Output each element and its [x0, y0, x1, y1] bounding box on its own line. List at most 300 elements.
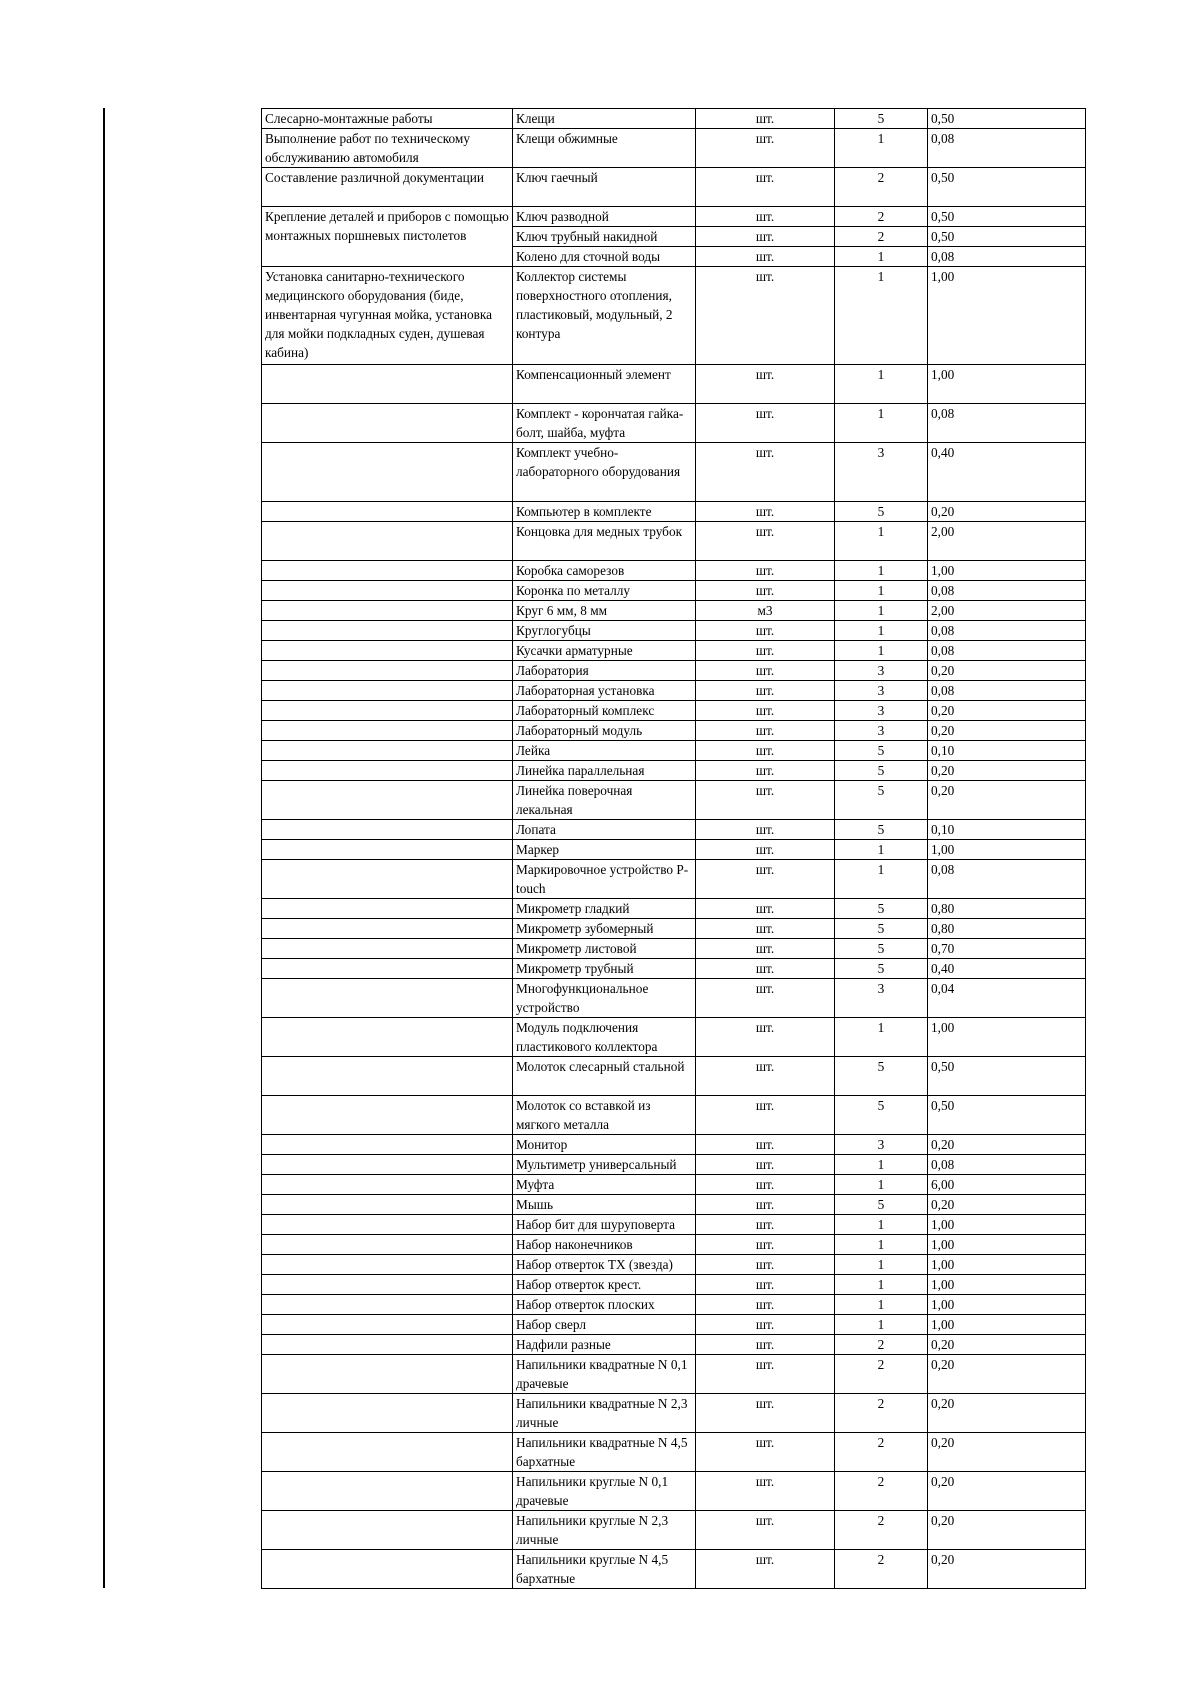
quantity-cell: 2 — [835, 1472, 928, 1511]
unit-cell: шт. — [696, 741, 835, 761]
table-row — [262, 502, 1086, 522]
quantity-cell: 5 — [835, 761, 928, 781]
unit-cell: шт. — [696, 899, 835, 919]
work-type-cell — [262, 781, 513, 820]
work-type-cell — [262, 761, 513, 781]
table-row — [262, 1275, 1086, 1295]
norm-cell: 1,00 — [928, 1235, 1086, 1255]
quantity-cell: 5 — [835, 1096, 928, 1135]
table-row — [262, 661, 1086, 681]
unit-cell: шт. — [696, 781, 835, 820]
norm-cell: 0,10 — [928, 741, 1086, 761]
quantity-cell: 1 — [835, 601, 928, 621]
work-type-cell — [262, 621, 513, 641]
item-name-cell: Колено для сточной воды — [513, 247, 696, 267]
table-row — [262, 129, 1086, 168]
quantity-cell: 1 — [835, 1255, 928, 1275]
quantity-cell: 1 — [835, 860, 928, 899]
norm-cell: 0,40 — [928, 443, 1086, 502]
unit-cell: шт. — [696, 109, 835, 129]
quantity-cell: 2 — [835, 1433, 928, 1472]
item-name-cell: Набор отверток плоских — [513, 1295, 696, 1315]
work-type-cell — [262, 1315, 513, 1335]
work-type-cell — [262, 1018, 513, 1057]
table-row — [262, 1255, 1086, 1275]
unit-cell: шт. — [696, 1135, 835, 1155]
work-type-cell — [262, 860, 513, 899]
norm-cell: 0,50 — [928, 1096, 1086, 1135]
work-type-cell — [262, 1472, 513, 1511]
quantity-cell: 5 — [835, 919, 928, 939]
table-row — [262, 1215, 1086, 1235]
quantity-cell: 2 — [835, 1511, 928, 1550]
work-type-cell — [262, 502, 513, 522]
norm-cell: 0,10 — [928, 820, 1086, 840]
quantity-cell: 5 — [835, 109, 928, 129]
unit-cell: шт. — [696, 1275, 835, 1295]
norm-cell: 0,20 — [928, 502, 1086, 522]
table-row — [262, 1433, 1086, 1472]
unit-cell: шт. — [696, 1175, 835, 1195]
table-row — [262, 1018, 1086, 1057]
unit-cell: шт. — [696, 979, 835, 1018]
table-row — [262, 1096, 1086, 1135]
norm-cell: 0,20 — [928, 1472, 1086, 1511]
item-name-cell: Набор сверл — [513, 1315, 696, 1335]
quantity-cell: 1 — [835, 1018, 928, 1057]
unit-cell: шт. — [696, 939, 835, 959]
equipment-table — [261, 108, 1086, 1589]
norm-cell: 0,08 — [928, 621, 1086, 641]
table-row — [262, 1511, 1086, 1550]
norm-cell: 0,80 — [928, 919, 1086, 939]
item-name-cell: Лейка — [513, 741, 696, 761]
quantity-cell: 5 — [835, 899, 928, 919]
unit-cell: шт. — [696, 1433, 835, 1472]
work-type-cell — [262, 939, 513, 959]
item-name-cell: Кусачки арматурные — [513, 641, 696, 661]
norm-cell: 0,20 — [928, 1394, 1086, 1433]
norm-cell: 0,20 — [928, 721, 1086, 741]
item-name-cell: Комплект - корончатая гайка-болт, шайба, муфта — [513, 404, 696, 443]
quantity-cell: 1 — [835, 1175, 928, 1195]
table-row — [262, 701, 1086, 721]
table-row — [262, 1195, 1086, 1215]
norm-cell: 0,20 — [928, 1511, 1086, 1550]
norm-cell: 1,00 — [928, 1018, 1086, 1057]
quantity-cell: 2 — [835, 227, 928, 247]
table-row — [262, 781, 1086, 820]
norm-cell: 0,20 — [928, 1550, 1086, 1589]
work-type-cell — [262, 701, 513, 721]
table-row — [262, 109, 1086, 129]
table-row — [262, 1155, 1086, 1175]
unit-cell: шт. — [696, 1315, 835, 1335]
norm-cell: 0,20 — [928, 1335, 1086, 1355]
quantity-cell: 3 — [835, 443, 928, 502]
unit-cell: шт. — [696, 1472, 835, 1511]
work-type-cell — [262, 1355, 513, 1394]
quantity-cell: 1 — [835, 621, 928, 641]
work-type-cell — [262, 1433, 513, 1472]
quantity-cell: 1 — [835, 1215, 928, 1235]
norm-cell: 0,50 — [928, 227, 1086, 247]
unit-cell: шт. — [696, 365, 835, 404]
norm-cell: 0,20 — [928, 701, 1086, 721]
work-type-cell — [262, 899, 513, 919]
item-name-cell: Круг 6 мм, 8 мм — [513, 601, 696, 621]
work-type-cell: Выполнение работ по техническому обслуживанию автомобиля — [262, 129, 513, 168]
work-type-cell — [262, 1057, 513, 1096]
table-row — [262, 1355, 1086, 1394]
unit-cell: шт. — [696, 820, 835, 840]
quantity-cell: 3 — [835, 721, 928, 741]
work-type-cell — [262, 1550, 513, 1589]
work-type-cell — [262, 840, 513, 860]
work-type-cell — [262, 1394, 513, 1433]
unit-cell: шт. — [696, 1096, 835, 1135]
table-row — [262, 840, 1086, 860]
norm-cell: 0,20 — [928, 761, 1086, 781]
work-type-cell — [262, 1511, 513, 1550]
work-type-cell — [262, 1275, 513, 1295]
item-name-cell: Коллектор системы поверхностного отопления, пластиковый, модульный, 2 контура — [513, 267, 696, 365]
item-name-cell: Мышь — [513, 1195, 696, 1215]
quantity-cell: 2 — [835, 1550, 928, 1589]
work-type-cell — [262, 404, 513, 443]
item-name-cell: Микрометр зубомерный — [513, 919, 696, 939]
quantity-cell: 2 — [835, 207, 928, 227]
item-name-cell: Компьютер в комплекте — [513, 502, 696, 522]
table-row — [262, 1394, 1086, 1433]
work-type-cell — [262, 601, 513, 621]
item-name-cell: Клещи — [513, 109, 696, 129]
unit-cell: шт. — [696, 404, 835, 443]
norm-cell: 1,00 — [928, 1295, 1086, 1315]
work-type-cell — [262, 443, 513, 502]
work-type-cell — [262, 581, 513, 601]
quantity-cell: 3 — [835, 701, 928, 721]
norm-cell: 1,00 — [928, 1275, 1086, 1295]
norm-cell: 0,50 — [928, 1057, 1086, 1096]
work-type-cell: Крепление деталей и приборов с помощью монтажных поршневых пистолетов — [262, 207, 513, 267]
norm-cell: 1,00 — [928, 365, 1086, 404]
left-margin-rule — [103, 108, 105, 1588]
quantity-cell: 1 — [835, 247, 928, 267]
unit-cell: шт. — [696, 840, 835, 860]
work-type-cell — [262, 1195, 513, 1215]
quantity-cell: 5 — [835, 502, 928, 522]
table-row — [262, 681, 1086, 701]
unit-cell: шт. — [696, 443, 835, 502]
unit-cell: шт. — [696, 681, 835, 701]
item-name-cell: Напильники круглые N 0,1 драчевые — [513, 1472, 696, 1511]
item-name-cell: Ключ гаечный — [513, 168, 696, 207]
item-name-cell: Маркер — [513, 840, 696, 860]
item-name-cell: Маркировочное устройство P-touch — [513, 860, 696, 899]
unit-cell: шт. — [696, 1550, 835, 1589]
unit-cell: шт. — [696, 1355, 835, 1394]
table-row — [262, 919, 1086, 939]
unit-cell: шт. — [696, 129, 835, 168]
table-row — [262, 761, 1086, 781]
unit-cell: шт. — [696, 860, 835, 899]
norm-cell: 0,40 — [928, 959, 1086, 979]
item-name-cell: Линейка параллельная — [513, 761, 696, 781]
table-row — [262, 207, 1086, 227]
norm-cell: 1,00 — [928, 1315, 1086, 1335]
unit-cell: шт. — [696, 661, 835, 681]
work-type-cell — [262, 1235, 513, 1255]
quantity-cell: 5 — [835, 820, 928, 840]
item-name-cell: Набор наконечников — [513, 1235, 696, 1255]
unit-cell: шт. — [696, 1394, 835, 1433]
unit-cell: шт. — [696, 701, 835, 721]
norm-cell: 0,20 — [928, 781, 1086, 820]
quantity-cell: 1 — [835, 1275, 928, 1295]
item-name-cell: Компенсационный элемент — [513, 365, 696, 404]
unit-cell: шт. — [696, 522, 835, 561]
item-name-cell: Микрометр листовой — [513, 939, 696, 959]
quantity-cell: 1 — [835, 1295, 928, 1315]
work-type-cell — [262, 919, 513, 939]
table-row — [262, 365, 1086, 404]
item-name-cell: Напильники квадратные N 0,1 драчевые — [513, 1355, 696, 1394]
item-name-cell: Набор отверток TX (звезда) — [513, 1255, 696, 1275]
table-row — [262, 601, 1086, 621]
table-row — [262, 168, 1086, 207]
work-type-cell — [262, 365, 513, 404]
table-row — [262, 721, 1086, 741]
item-name-cell: Напильники квадратные N 4,5 бархатные — [513, 1433, 696, 1472]
item-name-cell: Многофункциональное устройство — [513, 979, 696, 1018]
norm-cell: 2,00 — [928, 522, 1086, 561]
norm-cell: 0,50 — [928, 109, 1086, 129]
norm-cell: 0,08 — [928, 404, 1086, 443]
unit-cell: шт. — [696, 1295, 835, 1315]
quantity-cell: 1 — [835, 641, 928, 661]
item-name-cell: Лабораторный комплекс — [513, 701, 696, 721]
quantity-cell: 1 — [835, 129, 928, 168]
table-row — [262, 1315, 1086, 1335]
work-type-cell — [262, 641, 513, 661]
table-row — [262, 522, 1086, 561]
item-name-cell: Круглогубцы — [513, 621, 696, 641]
quantity-cell: 1 — [835, 404, 928, 443]
quantity-cell: 1 — [835, 840, 928, 860]
norm-cell: 0,20 — [928, 1135, 1086, 1155]
unit-cell: шт. — [696, 1335, 835, 1355]
quantity-cell: 2 — [835, 1394, 928, 1433]
quantity-cell: 5 — [835, 741, 928, 761]
table-row — [262, 267, 1086, 365]
item-name-cell: Лабораторный модуль — [513, 721, 696, 741]
item-name-cell: Напильники круглые N 4,5 бархатные — [513, 1550, 696, 1589]
norm-cell: 1,00 — [928, 1215, 1086, 1235]
unit-cell: шт. — [696, 207, 835, 227]
quantity-cell: 1 — [835, 1155, 928, 1175]
work-type-cell — [262, 820, 513, 840]
unit-cell: шт. — [696, 247, 835, 267]
norm-cell: 6,00 — [928, 1175, 1086, 1195]
quantity-cell: 1 — [835, 581, 928, 601]
quantity-cell: 3 — [835, 1135, 928, 1155]
table-row — [262, 959, 1086, 979]
table-body — [262, 109, 1086, 1589]
unit-cell: шт. — [696, 502, 835, 522]
quantity-cell: 5 — [835, 959, 928, 979]
item-name-cell: Напильники круглые N 2,3 личные — [513, 1511, 696, 1550]
table-row — [262, 1335, 1086, 1355]
work-type-cell — [262, 1155, 513, 1175]
norm-cell: 0,50 — [928, 168, 1086, 207]
work-type-cell — [262, 1135, 513, 1155]
item-name-cell: Концовка для медных трубок — [513, 522, 696, 561]
unit-cell: шт. — [696, 1255, 835, 1275]
work-type-cell — [262, 721, 513, 741]
unit-cell: шт. — [696, 227, 835, 247]
item-name-cell: Набор отверток крест. — [513, 1275, 696, 1295]
unit-cell: шт. — [696, 168, 835, 207]
item-name-cell: Мультиметр универсальный — [513, 1155, 696, 1175]
table-row — [262, 1550, 1086, 1589]
unit-cell: шт. — [696, 1195, 835, 1215]
unit-cell: шт. — [696, 621, 835, 641]
norm-cell: 1,00 — [928, 840, 1086, 860]
norm-cell: 0,20 — [928, 1355, 1086, 1394]
unit-cell: шт. — [696, 721, 835, 741]
norm-cell: 0,08 — [928, 681, 1086, 701]
work-type-cell — [262, 959, 513, 979]
norm-cell: 0,80 — [928, 899, 1086, 919]
quantity-cell: 2 — [835, 1335, 928, 1355]
item-name-cell: Клещи обжимные — [513, 129, 696, 168]
quantity-cell: 2 — [835, 168, 928, 207]
norm-cell: 1,00 — [928, 267, 1086, 365]
table-row — [262, 860, 1086, 899]
quantity-cell: 5 — [835, 781, 928, 820]
table-row — [262, 899, 1086, 919]
table-row — [262, 1472, 1086, 1511]
quantity-cell: 3 — [835, 681, 928, 701]
unit-cell: шт. — [696, 641, 835, 661]
work-type-cell — [262, 561, 513, 581]
quantity-cell: 3 — [835, 661, 928, 681]
quantity-cell: 5 — [835, 1057, 928, 1096]
table-row — [262, 561, 1086, 581]
norm-cell: 0,20 — [928, 1195, 1086, 1215]
norm-cell: 1,00 — [928, 561, 1086, 581]
table-row — [262, 741, 1086, 761]
item-name-cell: Микрометр трубный — [513, 959, 696, 979]
item-name-cell: Монитор — [513, 1135, 696, 1155]
norm-cell: 0,08 — [928, 1155, 1086, 1175]
item-name-cell: Лабораторная установка — [513, 681, 696, 701]
unit-cell: м3 — [696, 601, 835, 621]
table-row — [262, 939, 1086, 959]
table-row — [262, 641, 1086, 661]
item-name-cell: Лаборатория — [513, 661, 696, 681]
item-name-cell: Ключ трубный накидной — [513, 227, 696, 247]
unit-cell: шт. — [696, 581, 835, 601]
norm-cell: 0,04 — [928, 979, 1086, 1018]
table-row — [262, 1057, 1086, 1096]
norm-cell: 0,08 — [928, 129, 1086, 168]
unit-cell: шт. — [696, 1155, 835, 1175]
work-type-cell — [262, 661, 513, 681]
quantity-cell: 1 — [835, 1235, 928, 1255]
unit-cell: шт. — [696, 1235, 835, 1255]
quantity-cell: 1 — [835, 267, 928, 365]
unit-cell: шт. — [696, 959, 835, 979]
unit-cell: шт. — [696, 267, 835, 365]
unit-cell: шт. — [696, 761, 835, 781]
quantity-cell: 3 — [835, 979, 928, 1018]
work-type-cell — [262, 1215, 513, 1235]
norm-cell: 0,70 — [928, 939, 1086, 959]
item-name-cell: Набор бит для шуруповерта — [513, 1215, 696, 1235]
quantity-cell: 1 — [835, 561, 928, 581]
norm-cell: 0,08 — [928, 860, 1086, 899]
quantity-cell: 1 — [835, 1315, 928, 1335]
item-name-cell: Молоток со вставкой из мягкого металла — [513, 1096, 696, 1135]
unit-cell: шт. — [696, 1018, 835, 1057]
table-row — [262, 1135, 1086, 1155]
unit-cell: шт. — [696, 1057, 835, 1096]
item-name-cell: Муфта — [513, 1175, 696, 1195]
work-type-cell: Слесарно-монтажные работы — [262, 109, 513, 129]
unit-cell: шт. — [696, 1215, 835, 1235]
item-name-cell: Модуль подключения пластикового коллектора — [513, 1018, 696, 1057]
quantity-cell: 5 — [835, 939, 928, 959]
table-row — [262, 621, 1086, 641]
table-row — [262, 581, 1086, 601]
item-name-cell: Коробка саморезов — [513, 561, 696, 581]
norm-cell: 0,20 — [928, 1433, 1086, 1472]
norm-cell: 0,50 — [928, 207, 1086, 227]
work-type-cell — [262, 1295, 513, 1315]
item-name-cell: Надфили разные — [513, 1335, 696, 1355]
item-name-cell: Линейка поверочная лекальная — [513, 781, 696, 820]
quantity-cell: 2 — [835, 1355, 928, 1394]
unit-cell: шт. — [696, 919, 835, 939]
work-type-cell — [262, 681, 513, 701]
item-name-cell: Лопата — [513, 820, 696, 840]
table-row — [262, 443, 1086, 502]
work-type-cell — [262, 1175, 513, 1195]
table-row — [262, 820, 1086, 840]
item-name-cell: Комплект учебно-лабораторного оборудования — [513, 443, 696, 502]
unit-cell: шт. — [696, 561, 835, 581]
item-name-cell: Ключ разводной — [513, 207, 696, 227]
work-type-cell: Установка санитарно-технического медицинского оборудования (биде, инвентарная чугунная мойка, установка для мойки подкладных суден, душевая кабина) — [262, 267, 513, 365]
table-row — [262, 1235, 1086, 1255]
quantity-cell: 5 — [835, 1195, 928, 1215]
work-type-cell — [262, 979, 513, 1018]
table-row — [262, 1295, 1086, 1315]
norm-cell: 0,08 — [928, 581, 1086, 601]
work-type-cell — [262, 741, 513, 761]
norm-cell: 0,08 — [928, 247, 1086, 267]
norm-cell: 0,20 — [928, 661, 1086, 681]
norm-cell: 1,00 — [928, 1255, 1086, 1275]
table-row — [262, 404, 1086, 443]
table-row — [262, 1175, 1086, 1195]
quantity-cell: 1 — [835, 522, 928, 561]
item-name-cell: Молоток слесарный стальной — [513, 1057, 696, 1096]
unit-cell: шт. — [696, 1511, 835, 1550]
item-name-cell: Коронка по металлу — [513, 581, 696, 601]
